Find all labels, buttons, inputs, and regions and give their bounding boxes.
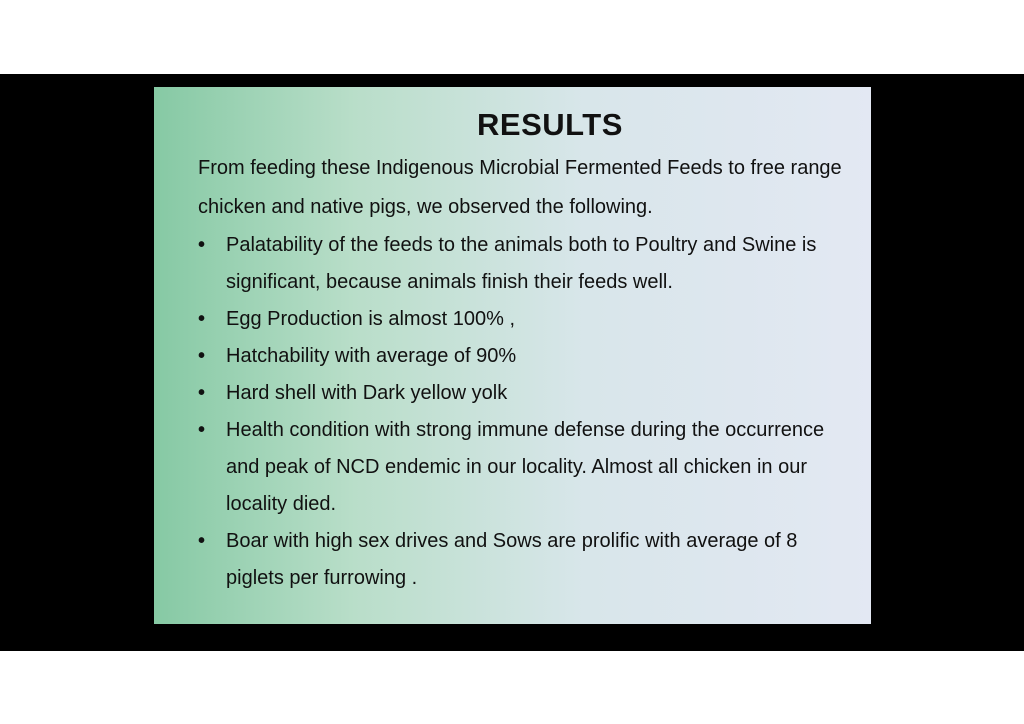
list-item-text: Hatchability with average of 90% [226,345,517,367]
bullet-icon: • [198,234,206,256]
bullet-icon: • [198,530,206,552]
bullet-icon: • [198,382,206,404]
list-item-text: Boar with high sex drives and Sows are prolific with average of 8 piglets per furrowing . [226,530,798,589]
slide-content [198,149,848,597]
list-item [198,375,848,412]
list-item-text: Palatability of the feeds to the animals both to Poultry and Swine is significant, because animals finish their feeds well. [226,234,817,293]
list-item [198,301,848,338]
bullet-icon: • [198,345,206,367]
list-item-text: Health condition with strong immune defense during the occurrence and peak of NCD endemic in our locality. Almost all chicken in our locality died. [226,419,825,515]
results-list [198,227,848,597]
list-item [198,338,848,375]
list-item [198,523,848,597]
list-item [198,412,848,523]
slide-title: RESULTS [477,107,623,142]
bullet-icon: • [198,308,206,330]
list-item [198,227,848,301]
list-item-text: Hard shell with Dark yellow yolk [226,382,508,404]
bullet-icon: • [198,419,206,441]
intro-paragraph: From feeding these Indigenous Microbial Fermented Feeds to free range chicken and native pigs, we observed the following. [198,157,842,218]
list-item-text: Egg Production is almost 100% , [226,308,516,330]
results-slide [154,87,871,624]
